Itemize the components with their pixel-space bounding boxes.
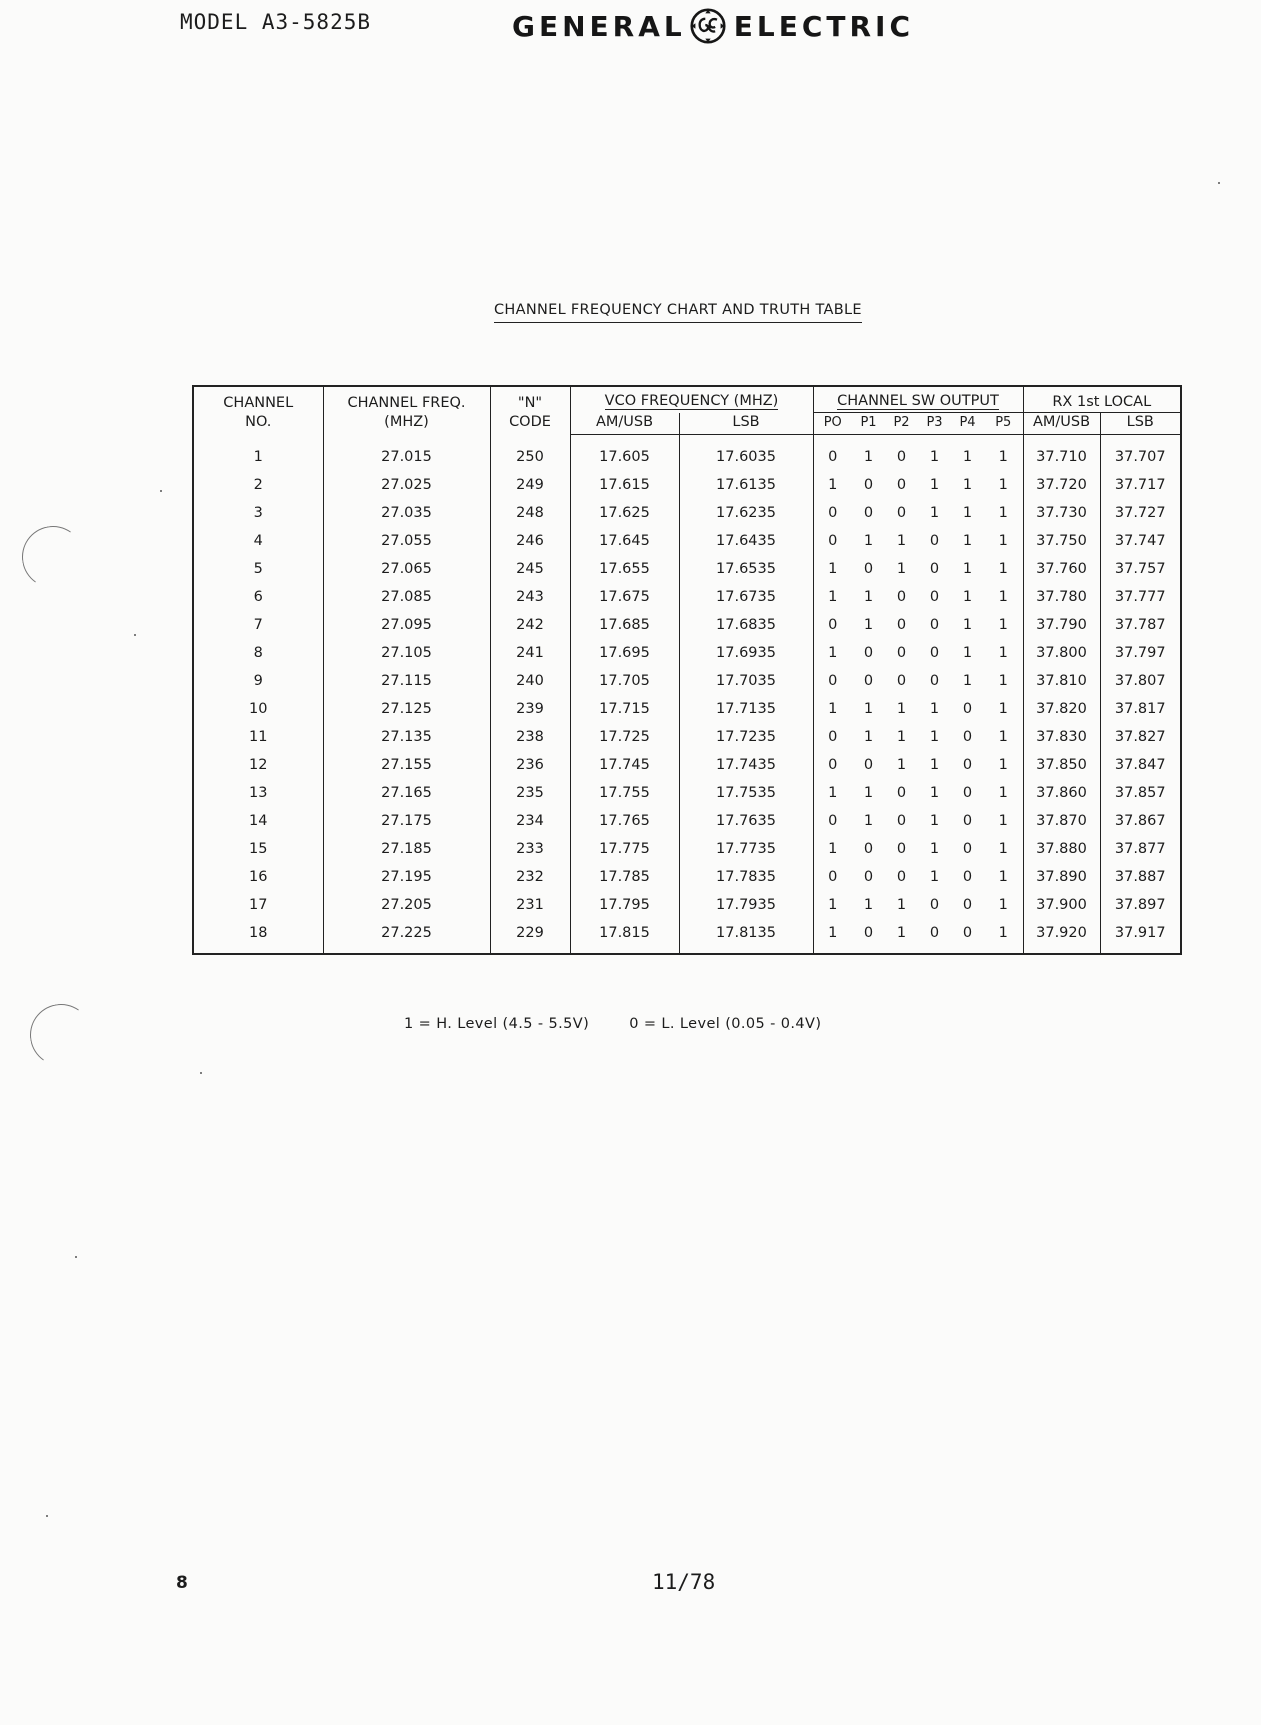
- cell-sw-p4: 0: [962, 813, 973, 829]
- table-row: [193, 751, 1181, 779]
- cell-sw-p1: 1: [863, 897, 874, 913]
- cell-sw-p2: 0: [896, 841, 907, 857]
- cell-sw-p3: 0: [929, 561, 940, 577]
- cell-rx-am-usb: 37.890: [1023, 863, 1100, 891]
- punch-hole-mark: [17, 521, 89, 593]
- cell-sw-p1: 0: [863, 477, 874, 493]
- document-date: 11/78: [652, 1570, 716, 1594]
- cell-vco-lsb: 17.6735: [679, 583, 813, 611]
- scan-speck: [160, 490, 162, 492]
- punch-hole-mark: [25, 999, 97, 1071]
- cell-n-code: 240: [490, 667, 570, 695]
- cell-rx-am-usb: 37.780: [1023, 583, 1100, 611]
- cell-rx-lsb: 37.747: [1100, 527, 1181, 555]
- cell-channel-no: 12: [249, 757, 268, 773]
- header-sw-po: PO: [813, 413, 852, 435]
- cell-vco-lsb: 17.8135: [679, 919, 813, 954]
- cell-vco-am-usb: 17.605: [570, 435, 679, 472]
- cell-sw-p5: 1: [998, 449, 1008, 465]
- header-channel-no: [193, 386, 323, 435]
- cell-sw-p4: 0: [962, 869, 973, 885]
- table-row: [193, 471, 1181, 499]
- cell-sw-p5: 1: [998, 477, 1008, 493]
- cell-sw-p5: 1: [998, 533, 1008, 549]
- cell-n-code: 243: [490, 583, 570, 611]
- cell-vco-am-usb: 17.705: [570, 667, 679, 695]
- brand-right-word: ELECTRIC: [733, 9, 915, 43]
- cell-channel-no: 7: [253, 617, 263, 633]
- cell-vco-am-usb: 17.755: [570, 779, 679, 807]
- cell-vco-am-usb: 17.765: [570, 807, 679, 835]
- table-row: [193, 723, 1181, 751]
- cell-sw-p4: 0: [962, 729, 973, 745]
- cell-rx-lsb: 37.847: [1100, 751, 1181, 779]
- model-number: MODEL A3-5825B: [180, 10, 372, 34]
- cell-vco-am-usb: 17.615: [570, 471, 679, 499]
- table-row: [193, 779, 1181, 807]
- cell-sw-p2: 1: [896, 925, 907, 941]
- cell-sw-p3: 0: [929, 617, 940, 633]
- cell-sw-po: 1: [813, 639, 852, 667]
- cell-channel-no: 6: [253, 589, 263, 605]
- cell-sw-p3: 0: [929, 925, 940, 941]
- cell-sw-p1: 0: [863, 505, 874, 521]
- header-channel-freq: [323, 386, 490, 435]
- cell-rx-lsb: 37.917: [1100, 919, 1181, 954]
- cell-rx-lsb: 37.817: [1100, 695, 1181, 723]
- cell-vco-am-usb: 17.715: [570, 695, 679, 723]
- cell-rx-lsb: 37.787: [1100, 611, 1181, 639]
- cell-channel-no: 5: [253, 561, 263, 577]
- cell-rx-lsb: 37.827: [1100, 723, 1181, 751]
- cell-sw-p4: 1: [962, 617, 973, 633]
- cell-sw-p5: 1: [998, 617, 1008, 633]
- cell-channel-no: 15: [249, 841, 268, 857]
- cell-channel-freq: 27.185: [323, 835, 490, 863]
- cell-rx-am-usb: 37.870: [1023, 807, 1100, 835]
- cell-sw-p4: 0: [962, 897, 973, 913]
- cell-vco-am-usb: 17.695: [570, 639, 679, 667]
- cell-sw-p5: 1: [998, 869, 1008, 885]
- cell-rx-am-usb: 37.850: [1023, 751, 1100, 779]
- level-legend: [404, 1016, 821, 1032]
- cell-vco-am-usb: 17.745: [570, 751, 679, 779]
- cell-sw-p2: 1: [896, 729, 907, 745]
- header-rx-am-usb: AM/USB: [1023, 413, 1100, 435]
- cell-sw-p2: 0: [896, 869, 907, 885]
- cell-sw-p3: 0: [929, 533, 940, 549]
- cell-sw-po: 0: [813, 527, 852, 555]
- cell-rx-am-usb: 37.880: [1023, 835, 1100, 863]
- cell-sw-p1: 1: [863, 589, 874, 605]
- cell-channel-freq: 27.105: [323, 639, 490, 667]
- table-row: [193, 555, 1181, 583]
- cell-vco-am-usb: 17.685: [570, 611, 679, 639]
- cell-sw-p1: 0: [863, 925, 874, 941]
- cell-rx-lsb: 37.857: [1100, 779, 1181, 807]
- cell-vco-lsb: 17.7835: [679, 863, 813, 891]
- cell-n-code: 235: [490, 779, 570, 807]
- cell-vco-am-usb: 17.795: [570, 891, 679, 919]
- cell-vco-lsb: 17.7935: [679, 891, 813, 919]
- scan-speck: [46, 1515, 48, 1517]
- cell-n-code: 242: [490, 611, 570, 639]
- cell-vco-lsb: 17.7135: [679, 695, 813, 723]
- cell-sw-p2: 0: [896, 589, 907, 605]
- cell-sw-p4: 1: [962, 505, 973, 521]
- header-vco-frequency: [570, 386, 813, 413]
- cell-channel-freq: 27.095: [323, 611, 490, 639]
- cell-sw-p1: 1: [863, 617, 874, 633]
- cell-sw-p1: 1: [863, 785, 874, 801]
- cell-sw-p1: 0: [863, 841, 874, 857]
- header-channel-no-line2: NO.: [245, 413, 272, 430]
- cell-channel-no: 3: [253, 505, 263, 521]
- cell-rx-am-usb: 37.800: [1023, 639, 1100, 667]
- cell-sw-p3: 0: [929, 645, 940, 661]
- cell-sw-p5: 1: [998, 505, 1008, 521]
- cell-sw-p2: 0: [896, 505, 907, 521]
- cell-channel-freq: 27.065: [323, 555, 490, 583]
- cell-sw-p4: 1: [962, 673, 973, 689]
- cell-rx-am-usb: 37.760: [1023, 555, 1100, 583]
- chart-title: CHANNEL FREQUENCY CHART AND TRUTH TABLE: [494, 302, 862, 323]
- cell-sw-po: 0: [813, 499, 852, 527]
- cell-vco-lsb: 17.7735: [679, 835, 813, 863]
- cell-vco-am-usb: 17.815: [570, 919, 679, 954]
- cell-sw-p2: 0: [896, 617, 907, 633]
- cell-sw-p2: 0: [896, 477, 907, 493]
- cell-channel-no: 4: [253, 533, 263, 549]
- cell-sw-p2: 0: [896, 645, 907, 661]
- cell-sw-p1: 0: [863, 561, 874, 577]
- header-sw-p5: P5: [984, 413, 1023, 435]
- cell-sw-po: 1: [813, 779, 852, 807]
- cell-sw-p4: 1: [962, 533, 973, 549]
- cell-sw-p4: 0: [962, 841, 973, 857]
- cell-sw-p5: 1: [998, 589, 1008, 605]
- legend-high-level: 1 = H. Level (4.5 - 5.5V): [404, 1016, 590, 1032]
- cell-sw-p1: 1: [863, 729, 874, 745]
- scan-speck: [134, 634, 136, 636]
- cell-sw-p4: 1: [962, 477, 973, 493]
- cell-sw-p5: 1: [998, 757, 1008, 773]
- scan-speck: [75, 1256, 77, 1258]
- table-row: [193, 891, 1181, 919]
- cell-sw-p4: 0: [962, 701, 973, 717]
- cell-channel-freq: 27.205: [323, 891, 490, 919]
- cell-n-code: 250: [490, 435, 570, 472]
- cell-sw-p3: 1: [929, 477, 940, 493]
- cell-sw-p5: 1: [998, 841, 1008, 857]
- cell-sw-p3: 1: [929, 785, 940, 801]
- cell-sw-po: 1: [813, 919, 852, 954]
- cell-rx-lsb: 37.887: [1100, 863, 1181, 891]
- cell-vco-lsb: 17.7535: [679, 779, 813, 807]
- cell-n-code: 232: [490, 863, 570, 891]
- cell-sw-p3: 0: [929, 897, 940, 913]
- cell-channel-no: 8: [253, 645, 263, 661]
- cell-sw-p2: 0: [896, 813, 907, 829]
- header-rx-lsb: LSB: [1100, 413, 1181, 435]
- cell-rx-lsb: 37.807: [1100, 667, 1181, 695]
- table-row: [193, 611, 1181, 639]
- cell-sw-p5: 1: [998, 897, 1008, 913]
- cell-channel-freq: 27.025: [323, 471, 490, 499]
- cell-vco-am-usb: 17.725: [570, 723, 679, 751]
- table-row: [193, 863, 1181, 891]
- cell-rx-am-usb: 37.720: [1023, 471, 1100, 499]
- cell-sw-p5: 1: [998, 561, 1008, 577]
- cell-sw-p4: 0: [962, 785, 973, 801]
- cell-sw-p1: 1: [863, 813, 874, 829]
- header-sw-output: [813, 386, 1023, 413]
- cell-sw-p5: 1: [998, 813, 1008, 829]
- cell-rx-lsb: 37.717: [1100, 471, 1181, 499]
- cell-sw-p3: 1: [929, 449, 940, 465]
- cell-vco-lsb: 17.6235: [679, 499, 813, 527]
- cell-channel-freq: 27.195: [323, 863, 490, 891]
- cell-rx-am-usb: 37.810: [1023, 667, 1100, 695]
- cell-sw-p4: 1: [962, 449, 973, 465]
- cell-sw-p2: 0: [896, 785, 907, 801]
- cell-vco-lsb: 17.6935: [679, 639, 813, 667]
- cell-rx-am-usb: 37.920: [1023, 919, 1100, 954]
- header-rx-local: [1023, 386, 1181, 413]
- table-row: [193, 435, 1181, 472]
- table-row: [193, 667, 1181, 695]
- cell-vco-am-usb: 17.655: [570, 555, 679, 583]
- header-sw-p3: P3: [918, 413, 951, 435]
- cell-channel-no: 17: [249, 897, 268, 913]
- cell-n-code: 246: [490, 527, 570, 555]
- cell-rx-lsb: 37.707: [1100, 435, 1181, 472]
- cell-sw-p4: 1: [962, 561, 973, 577]
- cell-n-code: 249: [490, 471, 570, 499]
- cell-rx-am-usb: 37.730: [1023, 499, 1100, 527]
- table-row: [193, 499, 1181, 527]
- cell-sw-po: 0: [813, 435, 852, 472]
- header-channel-freq-line2: (MHZ): [384, 413, 429, 430]
- cell-sw-p3: 0: [929, 673, 940, 689]
- header-channel-freq-line1: CHANNEL FREQ.: [347, 394, 466, 411]
- header-n-code: [490, 386, 570, 435]
- cell-sw-p1: 1: [863, 449, 874, 465]
- cell-sw-p1: 0: [863, 869, 874, 885]
- cell-channel-freq: 27.135: [323, 723, 490, 751]
- cell-sw-p4: 1: [962, 645, 973, 661]
- cell-rx-am-usb: 37.750: [1023, 527, 1100, 555]
- cell-channel-no: 9: [253, 673, 263, 689]
- cell-sw-p2: 1: [896, 701, 907, 717]
- cell-sw-p3: 1: [929, 757, 940, 773]
- cell-n-code: 236: [490, 751, 570, 779]
- cell-vco-lsb: 17.6135: [679, 471, 813, 499]
- cell-sw-po: 0: [813, 751, 852, 779]
- cell-rx-lsb: 37.877: [1100, 835, 1181, 863]
- cell-sw-po: 1: [813, 835, 852, 863]
- header-n-code-line1: "N": [517, 394, 543, 411]
- cell-channel-no: 18: [249, 925, 268, 941]
- cell-rx-lsb: 37.797: [1100, 639, 1181, 667]
- cell-sw-po: 1: [813, 695, 852, 723]
- scan-speck: [1218, 182, 1220, 184]
- cell-sw-p2: 0: [896, 673, 907, 689]
- cell-vco-am-usb: 17.675: [570, 583, 679, 611]
- cell-sw-p2: 1: [896, 897, 907, 913]
- cell-sw-p4: 0: [962, 925, 973, 941]
- cell-vco-am-usb: 17.775: [570, 835, 679, 863]
- cell-sw-po: 0: [813, 667, 852, 695]
- table-row: [193, 807, 1181, 835]
- header-rx-local-label: RX 1st LOCAL: [1052, 394, 1152, 410]
- cell-vco-lsb: 17.7635: [679, 807, 813, 835]
- cell-vco-lsb: 17.7235: [679, 723, 813, 751]
- cell-channel-freq: 27.085: [323, 583, 490, 611]
- cell-n-code: 231: [490, 891, 570, 919]
- cell-vco-lsb: 17.6535: [679, 555, 813, 583]
- cell-channel-freq: 27.125: [323, 695, 490, 723]
- table-row: [193, 527, 1181, 555]
- cell-rx-am-usb: 37.790: [1023, 611, 1100, 639]
- cell-vco-am-usb: 17.625: [570, 499, 679, 527]
- legend-low-level: 0 = L. Level (0.05 - 0.4V): [629, 1016, 822, 1032]
- cell-vco-lsb: 17.7435: [679, 751, 813, 779]
- scan-speck: [200, 1072, 202, 1074]
- brand-header: [512, 6, 914, 46]
- cell-channel-freq: 27.055: [323, 527, 490, 555]
- cell-vco-lsb: 17.6035: [679, 435, 813, 472]
- cell-channel-no: 13: [249, 785, 268, 801]
- cell-channel-freq: 27.225: [323, 919, 490, 954]
- cell-sw-p5: 1: [998, 673, 1008, 689]
- cell-sw-po: 1: [813, 555, 852, 583]
- cell-sw-p3: 1: [929, 841, 940, 857]
- cell-sw-p2: 1: [896, 561, 907, 577]
- cell-sw-p1: 1: [863, 701, 874, 717]
- cell-sw-p1: 1: [863, 533, 874, 549]
- cell-rx-lsb: 37.727: [1100, 499, 1181, 527]
- cell-n-code: 238: [490, 723, 570, 751]
- cell-sw-p1: 0: [863, 757, 874, 773]
- cell-sw-p3: 1: [929, 701, 940, 717]
- table-row: [193, 835, 1181, 863]
- brand-left-word: GENERAL: [512, 9, 686, 43]
- table-row: [193, 919, 1181, 954]
- header-vco-am-usb: AM/USB: [570, 413, 679, 435]
- cell-channel-no: 1: [253, 448, 263, 465]
- cell-sw-po: 0: [813, 807, 852, 835]
- cell-n-code: 234: [490, 807, 570, 835]
- cell-channel-freq: 27.115: [323, 667, 490, 695]
- cell-rx-lsb: 37.757: [1100, 555, 1181, 583]
- cell-sw-p3: 1: [929, 813, 940, 829]
- cell-sw-po: 1: [813, 891, 852, 919]
- cell-channel-freq: 27.175: [323, 807, 490, 835]
- cell-channel-no: 16: [249, 869, 268, 885]
- cell-channel-freq: 27.155: [323, 751, 490, 779]
- cell-n-code: 233: [490, 835, 570, 863]
- cell-n-code: 229: [490, 919, 570, 954]
- cell-sw-p5: 1: [998, 925, 1008, 941]
- channel-frequency-table: [192, 385, 1182, 955]
- cell-rx-am-usb: 37.900: [1023, 891, 1100, 919]
- cell-vco-lsb: 17.7035: [679, 667, 813, 695]
- cell-sw-p3: 1: [929, 869, 940, 885]
- cell-sw-p1: 0: [863, 645, 874, 661]
- cell-rx-am-usb: 37.820: [1023, 695, 1100, 723]
- cell-vco-lsb: 17.6435: [679, 527, 813, 555]
- ge-monogram-icon: [690, 8, 726, 44]
- cell-sw-po: 1: [813, 583, 852, 611]
- header-sw-p1: P1: [852, 413, 885, 435]
- cell-sw-po: 0: [813, 723, 852, 751]
- cell-channel-no: 10: [249, 701, 268, 717]
- cell-n-code: 245: [490, 555, 570, 583]
- cell-sw-p5: 1: [998, 645, 1008, 661]
- header-vco-lsb: LSB: [679, 413, 813, 435]
- header-sw-p2: P2: [885, 413, 918, 435]
- cell-channel-freq: 27.165: [323, 779, 490, 807]
- cell-rx-lsb: 37.897: [1100, 891, 1181, 919]
- header-sw-output-label: CHANNEL SW OUTPUT: [837, 393, 999, 409]
- cell-n-code: 241: [490, 639, 570, 667]
- cell-n-code: 239: [490, 695, 570, 723]
- cell-rx-lsb: 37.777: [1100, 583, 1181, 611]
- cell-sw-po: 1: [813, 471, 852, 499]
- cell-sw-p3: 0: [929, 589, 940, 605]
- cell-channel-no: 11: [249, 729, 268, 745]
- cell-sw-po: 0: [813, 611, 852, 639]
- cell-sw-p2: 1: [896, 533, 907, 549]
- cell-sw-p5: 1: [998, 785, 1008, 801]
- header-vco-frequency-label: VCO FREQUENCY (MHZ): [604, 393, 779, 410]
- cell-sw-po: 0: [813, 863, 852, 891]
- cell-rx-am-usb: 37.860: [1023, 779, 1100, 807]
- cell-sw-p3: 1: [929, 729, 940, 745]
- table-body: [193, 435, 1181, 955]
- cell-vco-am-usb: 17.785: [570, 863, 679, 891]
- cell-rx-am-usb: 37.830: [1023, 723, 1100, 751]
- header-n-code-line2: CODE: [509, 413, 551, 430]
- cell-vco-am-usb: 17.645: [570, 527, 679, 555]
- cell-rx-am-usb: 37.710: [1023, 435, 1100, 472]
- cell-channel-no: 2: [253, 477, 263, 493]
- cell-sw-p5: 1: [998, 729, 1008, 745]
- page-number: 8: [176, 1573, 188, 1593]
- cell-sw-p2: 0: [896, 449, 907, 465]
- table-row: [193, 583, 1181, 611]
- cell-sw-p4: 0: [962, 757, 973, 773]
- cell-sw-p2: 1: [896, 757, 907, 773]
- cell-rx-lsb: 37.867: [1100, 807, 1181, 835]
- table-row: [193, 639, 1181, 667]
- cell-sw-p1: 0: [863, 673, 874, 689]
- cell-sw-p3: 1: [929, 505, 940, 521]
- header-sw-p4: P4: [951, 413, 984, 435]
- cell-vco-lsb: 17.6835: [679, 611, 813, 639]
- table-row: [193, 695, 1181, 723]
- cell-sw-p4: 1: [962, 589, 973, 605]
- cell-channel-freq: 27.035: [323, 499, 490, 527]
- header-channel-no-line1: CHANNEL: [223, 394, 294, 411]
- cell-sw-p5: 1: [998, 701, 1008, 717]
- cell-channel-freq: 27.015: [323, 435, 490, 472]
- cell-n-code: 248: [490, 499, 570, 527]
- cell-channel-no: 14: [249, 813, 268, 829]
